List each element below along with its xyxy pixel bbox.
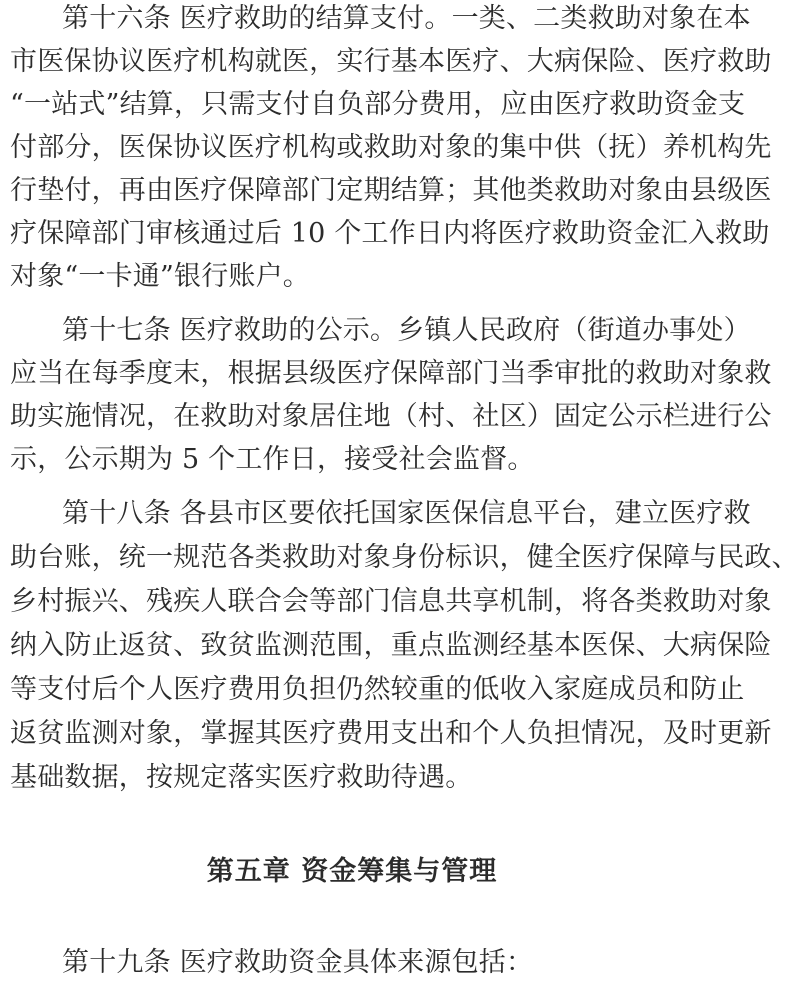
article-18-line-7: 基础数据，按规定落实医疗救助待遇。 [10,762,473,793]
article-17-line-1: 第十七条 医疗救助的公示。乡镇人民政府（街道办事处） [62,315,751,346]
article-18-line-2: 助台账，统一规范各类救助对象身份标识，健全医疗保障与民政、 [10,542,799,573]
article-16-line-5: 行垫付，再由医疗保障部门定期结算；其他类救助对象由县级医 [10,175,772,206]
article-16-line-3: “一站式”结算，只需支付自负部分费用，应由医疗救助资金支 [10,89,746,120]
article-16-line-2: 市医保协议医疗机构就医，实行基本医疗、大病保险、医疗救助 [10,46,772,77]
article-18-line-1: 第十八条 各县市区要依托国家医保信息平台，建立医疗救 [62,498,751,529]
article-19-line-1: 第十九条 医疗救助资金具体来源包括： [62,947,534,978]
article-18-line-4: 纳入防止返贫、致贫监测范围，重点监测经基本医保、大病保险 [10,630,772,661]
article-16-line-6: 疗保障部门审核通过后 10 个工作日内将医疗救助资金汇入救助 [10,218,770,249]
article-18-line-5: 等支付后个人医疗费用负担仍然较重的低收入家庭成员和防止 [10,674,745,705]
article-16-line-1: 第十六条 医疗救助的结算支付。一类、二类救助对象在本 [62,3,751,34]
article-18-line-3: 乡村振兴、残疾人联合会等部门信息共享机制，将各类救助对象 [10,586,772,617]
article-17-line-4: 示，公示期为 5 个工作日，接受社会监督。 [10,444,535,475]
article-17-line-2: 应当在每季度末，根据县级医疗保障部门当季审批的救助对象救 [10,358,772,389]
article-16-line-4: 付部分，医保协议医疗机构或救助对象的集中供（抚）养机构先 [10,132,772,163]
article-16-line-7: 对象“一卡通”银行账户。 [10,261,311,292]
chapter-heading: 第五章 资金筹集与管理 [206,856,498,887]
article-17-line-3: 助实施情况，在救助对象居住地（村、社区）固定公示栏进行公 [10,401,772,432]
article-18-line-6: 返贫监测对象，掌握其医疗费用支出和个人负担情况，及时更新 [10,718,772,749]
